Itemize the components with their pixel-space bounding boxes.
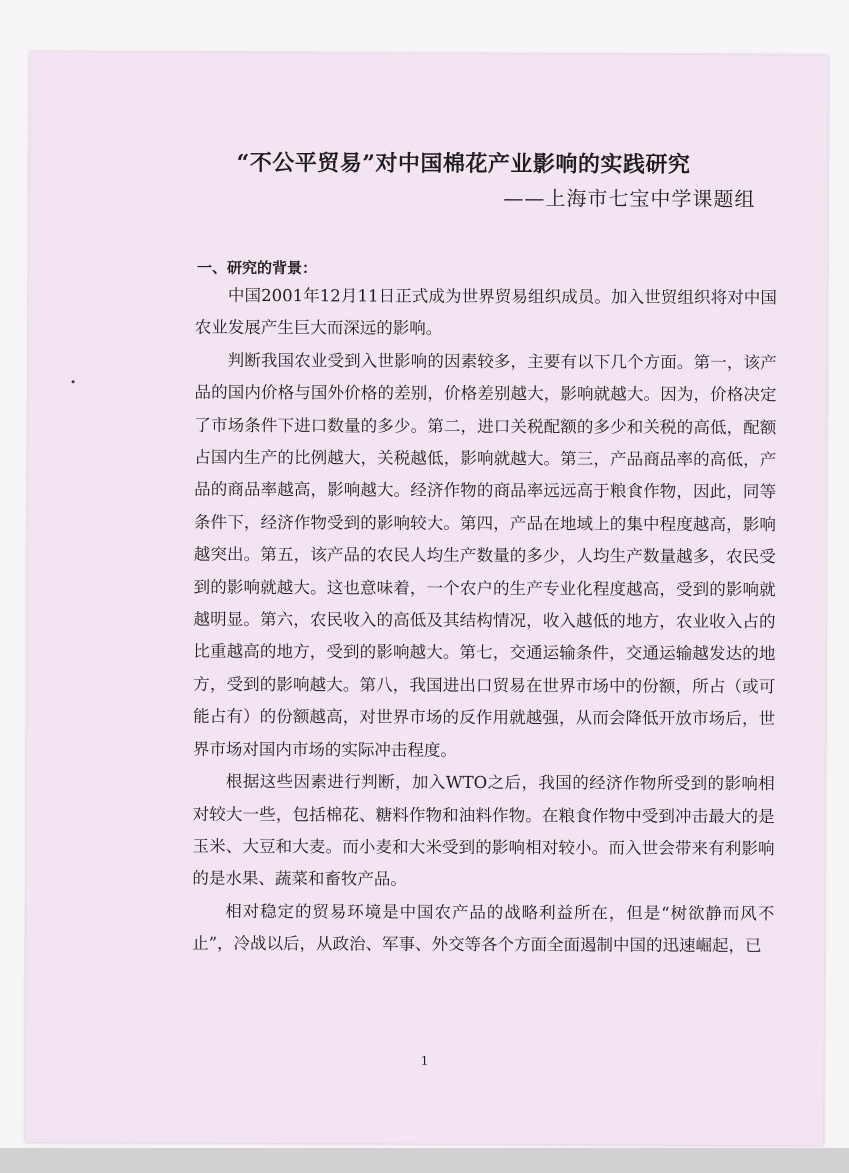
page-number: 1 bbox=[420, 1053, 429, 1068]
document-subtitle: ——上海市七宝中学课题组 bbox=[503, 186, 756, 212]
body-text bbox=[192, 280, 777, 963]
scanner-edge bbox=[0, 1148, 849, 1173]
paragraph: 根据这些因素进行判断，加入WTO之后，我国的经济作物所受到的影响相对较大一些，包括棉花、糖料作物和油料作物。在粮食作物中受到冲击最大的是玉米、大豆和大麦。而小麦和大米受到的影响相对较小。而入世会带来有利影响的是水果、蔬菜和畜牧产品。 bbox=[192, 771, 775, 889]
paragraph: 相对稳定的贸易环境是中国农产品的战略利益所在，但是“树欲静而风不止”，冷战以后，从政治、军事、外交等各个方面全面遏制中国的迅速崛起，已 bbox=[192, 901, 775, 956]
paragraph: 判断我国农业受到入世影响的因素较多，主要有以下几个方面。第一，该产品的国内价格与国外价格的差别，价格差别越大，影响就越大。因为，价格决定了市场条件下进口数量的多少。第二，进口关税配额的多少和关税的高低，配额占国内生产的比例越大，关税越低，影响就越大。第三，产品商品率的高低，产品的商品率越高，影响越大。经济作物的商品率远远高于粮食作物，因此，同等条件下，经济作物受到的影响较大。第四，产品在地域上的集中程度越高，影响越突出。第五，该产品的农民人均生产数量的多少，人均生产数量越多，农民受到的影响就越大。这也意味着，一个农户的生产专业化程度越高，受到的影响就越明显。第六，农民收入的高低及其结构情况，收入越低的地方，农业收入占的比重越高的地方，受到的影响越大。第七，交通运输条件，交通运输越发达的地方，受到的影响越大。第八，我国进出口贸易在世界市场中的份额，所占（或可能占有）的份额越高，对世界市场的反作用就越强，从而会降低开放市场后，世界市场对国内市场的实际冲击程度。 bbox=[192, 350, 777, 760]
scan-speck bbox=[72, 380, 75, 383]
document-title: “不公平贸易”对中国棉花产业影响的实践研究 bbox=[236, 149, 691, 178]
document-page bbox=[25, 52, 828, 1145]
paragraph: 中国2001年12月11日正式成为世界贸易组织成员。加入世贸组织将对中国农业发展产生巨大而深远的影响。 bbox=[194, 285, 777, 339]
section-heading: 一、研究的背景： bbox=[197, 258, 318, 278]
